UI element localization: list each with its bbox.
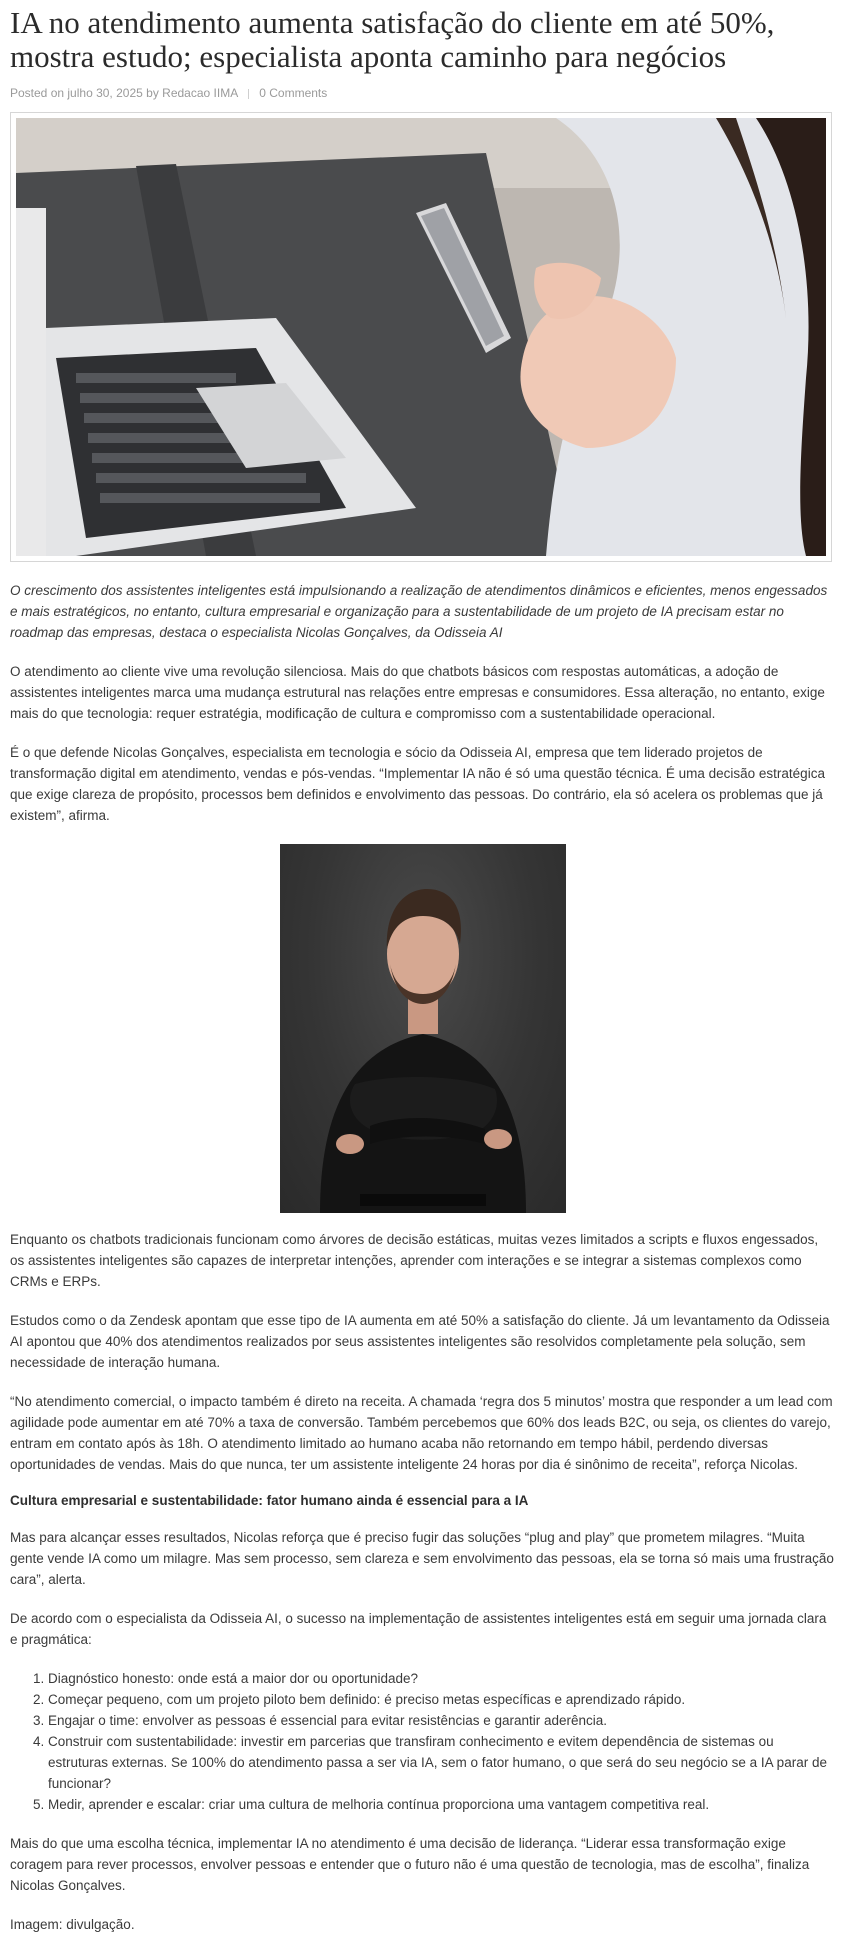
paragraph-7: De acordo com o especialista da Odisseia AI, o sucesso na implementação de assistentes inteligentes está em seguir uma jornada clara e pragmática: — [10, 1611, 827, 1647]
featured-image — [16, 118, 826, 556]
inline-image-wrapper — [10, 844, 835, 1213]
author-link[interactable]: Redacao IIMA — [162, 86, 238, 100]
steps-list — [10, 1668, 835, 1815]
section-subheading: Cultura empresarial e sustentabilidade: fator humano ainda é essencial para a IA — [10, 1493, 529, 1508]
list-item: 3. Engajar o time: envolver as pessoas é essencial para evitar resistências e garantir aderência. — [48, 1710, 835, 1731]
meta-divider — [248, 89, 249, 99]
closing-paragraph: Mais do que uma escolha técnica, implementar IA no atendimento é uma decisão de liderança. “Liderar essa transformação exige coragem para rever processos, envolver pessoas e entender que o futuro não é uma questão de tecnologia, mas de escolha”, finaliza Nicolas Gonçalves. — [10, 1836, 810, 1893]
featured-image-frame — [10, 112, 832, 562]
article-lead: O crescimento dos assistentes inteligentes está impulsionando a realização de atendimentos dinâmicos e eficientes, menos engessados e mais estratégicos, no entanto, cultura empresarial e organização para a sustentabilidade de um projeto de IA precisam estar no roadmap das empresas, destaca o especialista Nicolas Gonçalves, da Odisseia AI — [10, 583, 828, 640]
featured-image-illustration — [16, 118, 826, 556]
paragraph-5: “No atendimento comercial, o impacto também é direto na receita. A chamada ‘regra dos 5 minutos’ mostra que responder a um lead com agilidade pode aumentar em até 70% a taxa de conversão. Também percebemos que 60% dos leads B2C, ou seja, os clientes do varejo, entram em contato após às 18h. O atendimento limitado ao humano acaba não retornando em tempo hábil, perdendo diversas oportunidades de vendas. Mais do que nunca, ter um assistente inteligente 24 horas por dia é sinônimo de receita”, reforça Nicolas. — [10, 1394, 833, 1472]
paragraph-4: Estudos como o da Zendesk apontam que esse tipo de IA aumenta em até 50% a satisfação do cliente. Já um levantamento da Odisseia AI apontou que 40% dos atendimentos realizados por seus assistentes inteligentes são resolvidos completamente pela solução, sem necessidade de interação humana. — [10, 1313, 830, 1370]
comments-link[interactable]: 0 Comments — [259, 86, 328, 100]
list-item: 4. Construir com sustentabilidade: investir em parcerias que transfiram conhecimento e evitem dependência de sistemas ou estruturas externas. Se 100% do atendimento passa a ser via IA, sem o fator humano, o que será do seu negócio se a IA parar de funcionar? — [48, 1731, 835, 1794]
paragraph-1: O atendimento ao cliente vive uma revolução silenciosa. Mais do que chatbots básicos com respostas automáticas, a adoção de assistentes inteligentes marca uma mudança estrutural nas relações entre empresas e consumidores. Essa alteração, no entanto, exige mais do que tecnologia: requer estratégia, modificação de cultura e compromisso com a sustentabilidade operacional. — [10, 664, 825, 721]
list-item: 2. Começar pequeno, com um projeto piloto bem definido: é preciso metas específicas e aprendizado rápido. — [48, 1689, 835, 1710]
paragraph-2: É o que defende Nicolas Gonçalves, especialista em tecnologia e sócio da Odisseia AI, empresa que tem liderado projetos de transformação digital em atendimento, vendas e pós-vendas. “Implementar IA não é só uma questão técnica. É uma decisão estratégica que exige clareza de propósito, processos bem definidos e envolvimento das pessoas. Do contrário, ela só acelera os problemas que já existem”, afirma. — [10, 745, 825, 823]
post-meta — [10, 86, 835, 100]
article-title: IA no atendimento aumenta satisfação do cliente em até 50%, mostra estudo; especialista aponta caminho para negócios — [10, 5, 775, 74]
by-label: by — [146, 86, 159, 100]
post-date-link[interactable]: julho 30, 2025 — [67, 86, 143, 100]
posted-on-label: Posted on — [10, 86, 65, 100]
paragraph-3: Enquanto os chatbots tradicionais funcionam como árvores de decisão estáticas, muitas vezes limitados a scripts e fluxos engessados, os assistentes inteligentes são capazes de interpretar intenções, aprender com interações e se integrar a sistemas complexos como CRMs e ERPs. — [10, 1232, 819, 1289]
list-item: 5. Medir, aprender e escalar: criar uma cultura de melhoria contínua proporciona uma vantagem competitiva real. — [48, 1794, 835, 1815]
list-item: 1. Diagnóstico honesto: onde está a maior dor ou oportunidade? — [48, 1668, 835, 1689]
paragraph-6: Mas para alcançar esses resultados, Nicolas reforça que é preciso fugir das soluções “plug and play” que prometem milagres. “Muita gente vende IA como um milagre. Mas sem processo, sem clareza e sem envolvimento das pessoas, ela se torna só mais uma frustração cara”, alerta. — [10, 1530, 834, 1587]
portrait-illustration — [280, 844, 566, 1213]
image-credit: Imagem: divulgação. — [10, 1917, 135, 1932]
portrait-image — [280, 844, 566, 1213]
